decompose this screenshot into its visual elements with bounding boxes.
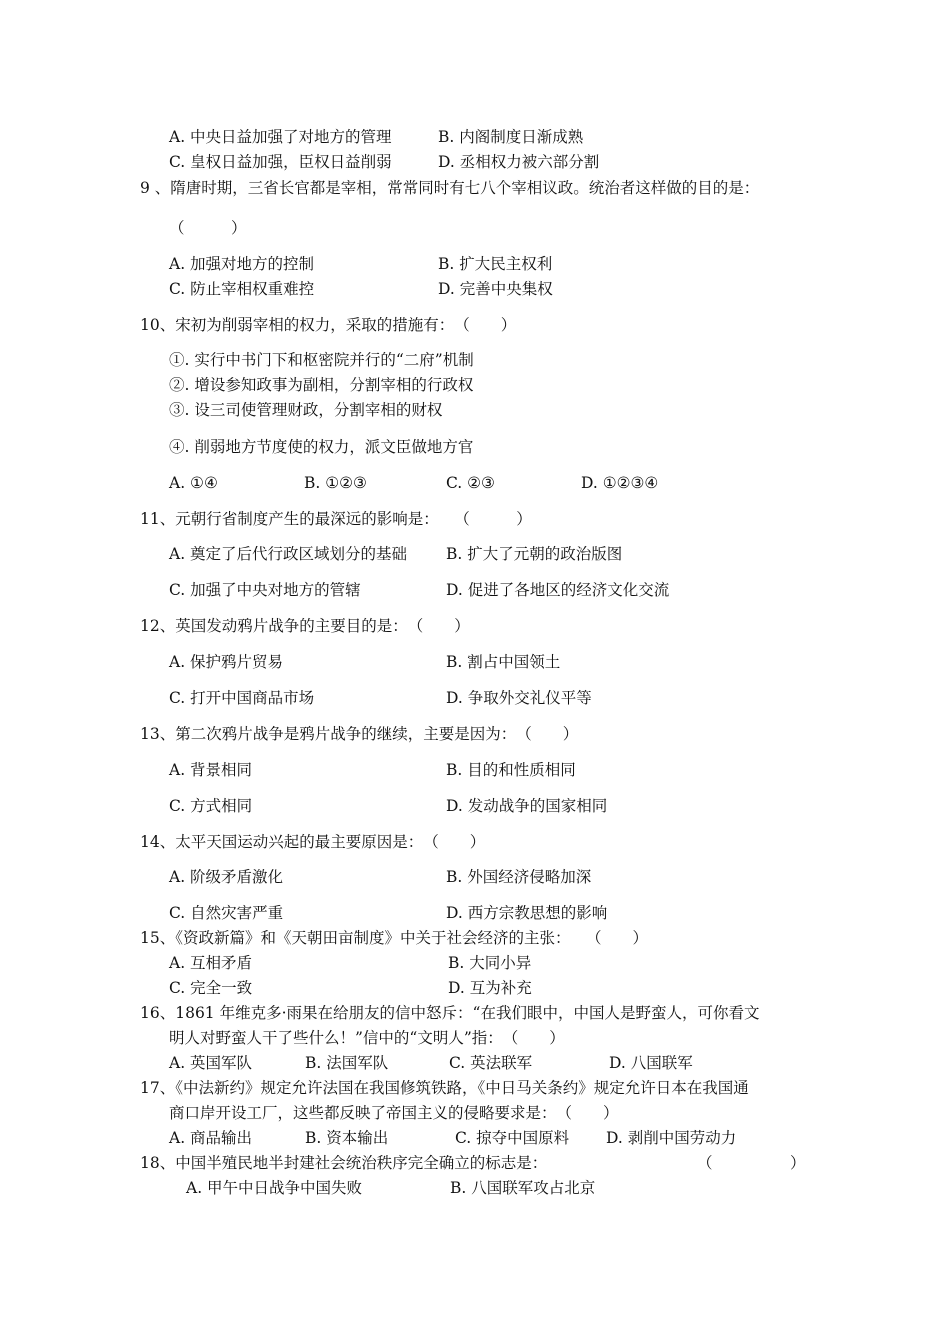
q10-statement-3: ③. 设三司使管理财政，分割宰相的财权	[169, 401, 443, 419]
q15-option-a: A. 互相矛盾	[169, 954, 253, 972]
q10-stem: 10、宋初为削弱宰相的权力，采取的措施有： （ ）	[140, 316, 517, 334]
q9-option-a: A. 加强对地方的控制	[169, 255, 315, 273]
q15-stem: 15、《资政新篇》和《天朝田亩制度》中关于社会经济的主张： （ ）	[140, 929, 648, 947]
q14-option-b: B. 外国经济侵略加深	[446, 868, 592, 886]
q8-option-c: C. 皇权日益加强，臣权日益削弱	[169, 153, 392, 171]
q11-option-a: A. 奠定了后代行政区域划分的基础	[169, 545, 408, 563]
q12-option-d: D. 争取外交礼仪平等	[446, 689, 592, 707]
q11-stem: 11、元朝行省制度产生的最深远的影响是： （ ）	[140, 510, 532, 528]
q12-option-b: B. 割占中国领土	[446, 653, 561, 671]
q13-option-c: C. 方式相同	[169, 797, 253, 815]
q9-stem: 9 、隋唐时期，三省长官都是宰相，常常同时有七八个宰相议政。统治者这样做的目的是：	[140, 179, 760, 197]
q10-option-c: C. ②③	[446, 474, 495, 492]
q10-statement-2: ②. 增设参知政事为副相，分割宰相的行政权	[169, 376, 474, 394]
q14-option-d: D. 西方宗教思想的影响	[446, 904, 608, 922]
q16-option-b: B. 法国军队	[305, 1054, 389, 1072]
q12-option-c: C. 打开中国商品市场	[169, 689, 315, 707]
q17-option-d: D. 剥削中国劳动力	[606, 1129, 737, 1147]
q8-option-a: A. 中央日益加强了对地方的管理	[169, 128, 392, 146]
q14-stem: 14、太平天国运动兴起的最主要原因是： （ ）	[140, 833, 486, 851]
q10-option-a: A. ①④	[169, 474, 218, 492]
q14-option-c: C. 自然灾害严重	[169, 904, 284, 922]
q15-option-d: D. 互为补充	[448, 979, 532, 997]
q9-option-d: D. 完善中央集权	[438, 280, 553, 298]
q16-stem-line2: 明人对野蛮人干了些什么！”信中的“文明人”指： （ ）	[169, 1029, 565, 1047]
q10-statement-4: ④. 削弱地方节度使的权力，派文臣做地方官	[169, 438, 474, 456]
q17-option-c: C. 掠夺中国原料	[455, 1129, 570, 1147]
q13-option-d: D. 发动战争的国家相同	[446, 797, 608, 815]
q17-stem-line1: 17、《中法新约》规定允许法国在我国修筑铁路，《中日马关条约》规定允许日本在我国通	[140, 1079, 749, 1097]
q18-stem: 18、中国半殖民地半封建社会统治秩序完全确立的标志是：	[140, 1154, 548, 1172]
q11-option-c: C. 加强了中央对地方的管辖	[169, 581, 361, 599]
q10-option-b: B. ①②③	[304, 474, 367, 492]
q8-option-b: B. 内阁制度日渐成熟	[438, 128, 584, 146]
q15-option-c: C. 完全一致	[169, 979, 253, 997]
q9-option-b: B. 扩大民主权利	[438, 255, 553, 273]
q18-option-b: B. 八国联军攻占北京	[450, 1179, 596, 1197]
q9-answer-blank: （ ）	[169, 219, 247, 237]
q16-option-d: D. 八国联军	[609, 1054, 693, 1072]
q9-option-c: C. 防止宰相权重难控	[169, 280, 315, 298]
q16-option-c: C. 英法联军	[449, 1054, 533, 1072]
q18-answer-blank: （ ）	[697, 1154, 806, 1172]
q17-stem-line2: 商口岸开设工厂，这些都反映了帝国主义的侵略要求是： （ ）	[169, 1104, 619, 1122]
q14-option-a: A. 阶级矛盾激化	[169, 868, 284, 886]
q16-option-a: A. 英国军队	[169, 1054, 253, 1072]
q13-option-b: B. 目的和性质相同	[446, 761, 576, 779]
q11-option-b: B. 扩大了元朝的政治版图	[446, 545, 623, 563]
q12-stem: 12、英国发动鸦片战争的主要目的是： （ ）	[140, 617, 470, 635]
q15-option-b: B. 大同小异	[448, 954, 532, 972]
q17-option-b: B. 资本输出	[305, 1129, 389, 1147]
q17-option-a: A. 商品输出	[169, 1129, 253, 1147]
q16-stem-line1: 16、1861 年维克多·雨果在给朋友的信中怒斥：“在我们眼中，中国人是野蛮人，可你看文	[140, 1004, 760, 1022]
q12-option-a: A. 保护鸦片贸易	[169, 653, 284, 671]
q8-option-d: D. 丞相权力被六部分割	[438, 153, 600, 171]
q10-option-d: D. ①②③④	[581, 474, 659, 492]
q13-stem: 13、第二次鸦片战争是鸦片战争的继续，主要是因为： （ ）	[140, 725, 579, 743]
q10-statement-1: ①. 实行中书门下和枢密院并行的“二府”机制	[169, 351, 474, 369]
q13-option-a: A. 背景相同	[169, 761, 253, 779]
q11-option-d: D. 促进了各地区的经济文化交流	[446, 581, 670, 599]
q18-option-a: A. 甲午中日战争中国失败	[186, 1179, 363, 1197]
